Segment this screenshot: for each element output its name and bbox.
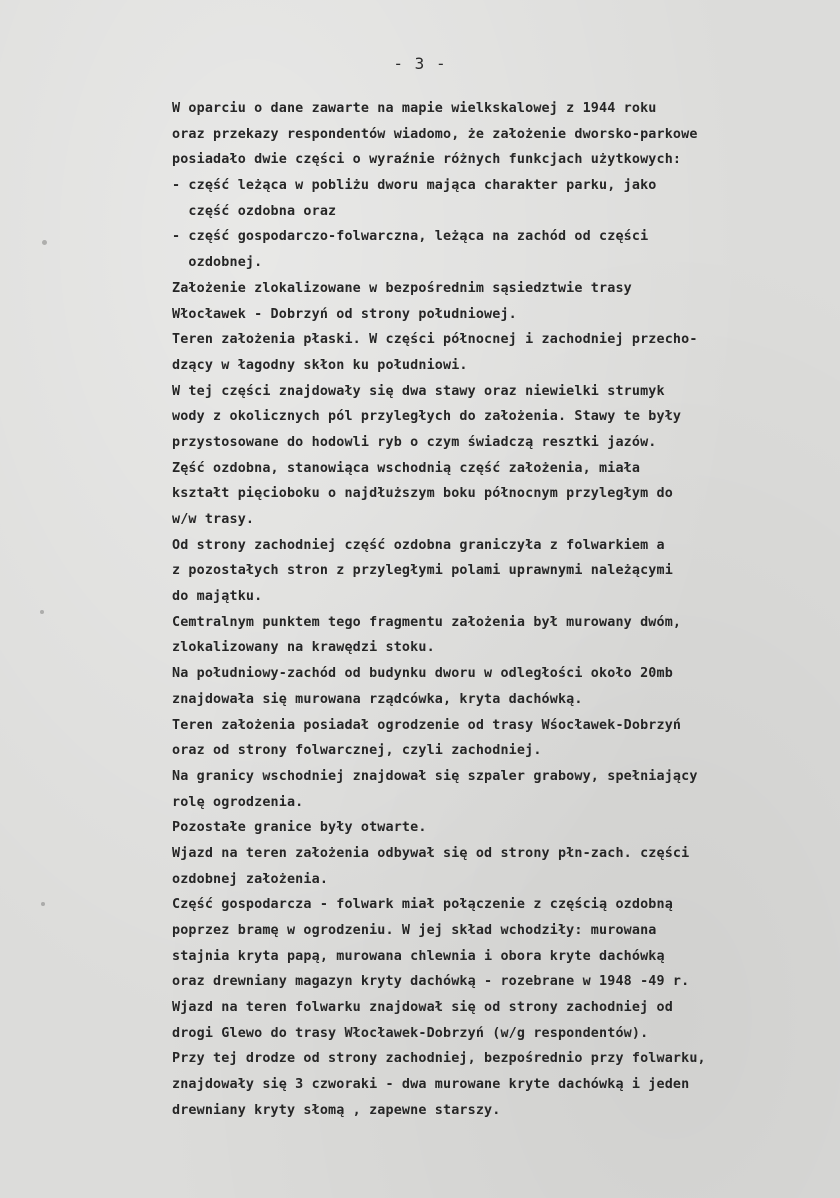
text-line: posiadało dwie części o wyraźnie różnych funkcjach użytkowych: [172, 152, 682, 168]
text-line: Część gospodarcza - folwark miał połączenie z częścią ozdobną [172, 897, 673, 913]
text-line: W oparciu o dane zawarte na mapie wielkskalowej z 1944 roku [172, 101, 657, 116]
text-line: drogi Glewo do trasy Włocławek-Dobrzyń (w/g respondentów). [172, 1025, 649, 1041]
text-line: - część gospodarczo-folwarczna, leżąca na zachód od części [172, 229, 649, 245]
text-line: drewniany kryty słomą , zapewne starszy. [172, 1102, 501, 1118]
text-line: Wjazd na teren folwarku znajdował się od strony zachodniej od [172, 1000, 673, 1016]
text-line: kształt pięcioboku o najdłuższym boku północnym przyległym do [172, 486, 673, 502]
text-line: ozdobnej. [172, 255, 263, 271]
text-line: oraz drewniany magazyn kryty dachówką - rozebrane w 1948 -49 r. [172, 974, 690, 990]
text-line: zlokalizowany na krawędzi stoku. [172, 640, 435, 656]
text-line: Założenie zlokalizowane w bezpośrednim sąsiedztwie trasy [172, 280, 632, 296]
text-line: oraz od strony folwarcznej, czyli zachodniej. [172, 743, 542, 759]
text-line: Na granicy wschodniej znajdował się szpaler grabowy, spełniający [172, 768, 698, 784]
text-line: w/w trasy. [172, 512, 255, 527]
paper-mark [42, 240, 47, 245]
text-line: Cemtralnym punktem tego fragmentu założenia był murowany dwóm, [172, 614, 682, 630]
text-line: dzący w łagodny skłon ku południowi. [172, 357, 468, 373]
text-line: - część leżąca w pobliżu dworu mająca charakter parku, jako [172, 178, 657, 194]
text-line: rolę ogrodzenia. [172, 794, 304, 810]
text-line: stajnia kryta papą, murowana chlewnia i obora kryte dachówką [172, 948, 665, 964]
body-text [172, 96, 832, 1124]
text-line: oraz przekazy respondentów wiadomo, że założenie dworsko-parkowe [172, 126, 698, 142]
text-line: znajdowały się 3 czworaki - dwa murowane kryte dachówką i jeden [172, 1077, 690, 1093]
text-line: poprzez bramę w ogrodzeniu. W jej skład wchodziły: murowana [172, 923, 657, 938]
text-line: Teren założenia posiadał ogrodzenie od trasy Wśocławek-Dobrzyń [172, 717, 682, 733]
page-number: - 3 - [393, 54, 447, 73]
text-line: Pozostałe granice były otwarte. [172, 820, 427, 836]
text-line: ozdobnej założenia. [172, 871, 329, 887]
text-line: Zęść ozdobna, stanowiąca wschodnią część założenia, miała [172, 460, 641, 476]
paper-mark [41, 902, 45, 906]
text-line: Teren założenia płaski. W części północnej i zachodniej przecho- [172, 332, 698, 348]
text-line: Wjazd na teren założenia odbywał się od strony płn-zach. części [172, 845, 690, 861]
text-line: wody z okolicznych pól przyległych do założenia. Stawy te były [172, 409, 682, 425]
text-line: część ozdobna oraz [172, 203, 337, 219]
text-line: Włocławek - Dobrzyń od strony południowej. [172, 306, 517, 322]
text-line: Przy tej drodze od strony zachodniej, bezpośrednio przy folwarku, [172, 1051, 706, 1067]
paper-mark [40, 610, 44, 614]
text-line: znajdowała się murowana rządcówka, kryta dachówką. [172, 691, 583, 707]
text-line: Od strony zachodniej część ozdobna graniczyła z folwarkiem a [172, 537, 665, 553]
text-line: przystosowane do hodowli ryb o czym świadczą resztki jazów. [172, 434, 657, 450]
text-line: W tej części znajdowały się dwa stawy oraz niewielki strumyk [172, 383, 665, 399]
text-line: z pozostałych stron z przyległymi polami uprawnymi należącymi [172, 563, 673, 579]
text-line: do majątku. [172, 589, 263, 605]
text-line: Na południowy-zachód od budynku dworu w odległości około 20mb [172, 666, 673, 682]
